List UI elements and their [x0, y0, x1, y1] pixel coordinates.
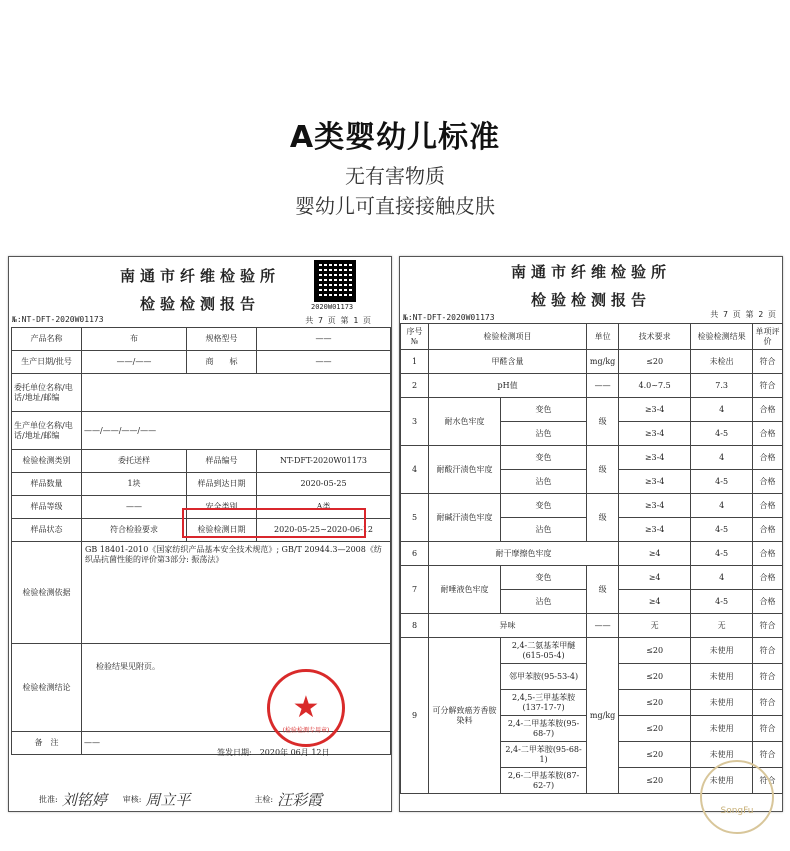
label-cell: 样品数量 [12, 473, 82, 496]
table-row [401, 374, 783, 398]
org-name: 南通市纤维检验所 [510, 263, 671, 281]
no-cell: 3 [401, 398, 429, 446]
qr-code-number: 2020W01173 [311, 303, 354, 311]
table-row [401, 614, 783, 638]
req-cell: ≥3-4 [619, 470, 691, 494]
req-cell: 4.0~7.5 [619, 374, 691, 398]
approver-signature: 刘铭婷 [61, 791, 107, 809]
no-cell: 7 [401, 566, 429, 614]
req-cell: ≥4 [619, 542, 691, 566]
eval-cell: 符合 [753, 638, 783, 664]
header-cell: 技术要求 [619, 324, 691, 350]
label-cell: 检验检测类别 [12, 450, 82, 473]
item-cell: 耐水色牢度 [429, 398, 501, 446]
sub-item-cell: 沾色 [501, 422, 587, 446]
label-cell: 生产日期/批号 [12, 351, 82, 374]
highlight-box [182, 508, 366, 538]
result-cell: 未使用 [691, 768, 753, 794]
eval-cell: 符合 [753, 742, 783, 768]
unit-cell: 级 [587, 398, 619, 446]
sub-item-cell: 沾色 [501, 470, 587, 494]
document-number: №:NT-DFT-2020W01173 [12, 315, 104, 324]
remark-label: 备 注 [12, 732, 82, 755]
org-name: 南通市纤维检验所 [119, 267, 280, 285]
reviewer-signature: 周立平 [145, 791, 191, 809]
label-cell: 产品名称 [12, 328, 82, 351]
table-row [12, 328, 391, 351]
subtitle-line-1: 无有害物质 [345, 164, 445, 188]
header-cell: 检验检测结果 [691, 324, 753, 350]
item-cell: 甲醛含量 [429, 350, 587, 374]
result-cell: 4-5 [691, 422, 753, 446]
req-cell: ≤20 [619, 742, 691, 768]
result-cell: 4-5 [691, 470, 753, 494]
sub-item-cell: 变色 [501, 446, 587, 470]
value-cell: —— [257, 351, 391, 374]
result-cell: 未使用 [691, 742, 753, 768]
table-row [12, 542, 391, 644]
table-row [401, 494, 783, 518]
sub-item-cell: 2,4-二甲苯胺(95-68-1) [501, 742, 587, 768]
unit-cell: 级 [587, 446, 619, 494]
sub-item-cell: 2,4,5-三甲基苯胺(137-17-7) [501, 690, 587, 716]
eval-cell: 合格 [753, 446, 783, 470]
eval-cell: 符合 [753, 768, 783, 794]
req-cell: 无 [619, 614, 691, 638]
qr-code-icon [314, 260, 356, 302]
result-cell: 未使用 [691, 716, 753, 742]
star-icon: ★ [292, 690, 320, 725]
result-cell: 4 [691, 566, 753, 590]
no-cell: 9 [401, 638, 429, 794]
table-row [12, 374, 391, 412]
watermark-logo: SongFu [700, 760, 774, 834]
safety-category-label: 安全类别 [187, 496, 257, 519]
unit-cell: —— [587, 374, 619, 398]
req-cell: ≥3-4 [619, 518, 691, 542]
req-cell: ≤20 [619, 690, 691, 716]
value-cell: —— [257, 328, 391, 351]
report-title: 检验检测报告 [530, 291, 651, 309]
header-cell: 序号 № [401, 324, 429, 350]
result-cell: 4-5 [691, 518, 753, 542]
no-cell: 2 [401, 374, 429, 398]
value-cell: 布 [82, 328, 187, 351]
header-cell: 检验检测项目 [429, 324, 587, 350]
conclusion-label: 检验检测结论 [12, 644, 82, 732]
req-cell: ≤20 [619, 664, 691, 690]
item-cell: pH值 [429, 374, 587, 398]
req-cell: ≤20 [619, 716, 691, 742]
eval-cell: 符合 [753, 716, 783, 742]
value-cell: —— [82, 496, 187, 519]
item-cell: 耐酸汗渍色牢度 [429, 446, 501, 494]
eval-cell: 合格 [753, 494, 783, 518]
unit-cell: mg/kg [587, 350, 619, 374]
eval-cell: 符合 [753, 664, 783, 690]
eval-cell: 符合 [753, 350, 783, 374]
table-header-row [401, 324, 783, 350]
value-cell: 2020-05-25~2020-06-12 [257, 519, 391, 542]
sub-item-cell: 2,4-二氨基苯甲醚(615-05-4) [501, 638, 587, 664]
label-cell: 商 标 [187, 351, 257, 374]
table-row [401, 446, 783, 470]
result-cell: 未检出 [691, 350, 753, 374]
test-results-table [400, 323, 783, 794]
document-number: №:NT-DFT-2020W01173 [403, 313, 495, 322]
label-cell: 生产单位名称/电话/地址/邮编 [12, 412, 82, 450]
label-cell: 样品状态 [12, 519, 82, 542]
result-cell: 4 [691, 494, 753, 518]
table-row [12, 450, 391, 473]
basis-label: 检验检测依据 [12, 542, 82, 644]
sub-item-cell: 变色 [501, 566, 587, 590]
req-cell: ≥3-4 [619, 422, 691, 446]
result-cell: 无 [691, 614, 753, 638]
conclusion-text: 检验结果见附页。 [82, 644, 391, 732]
result-cell: 4-5 [691, 590, 753, 614]
label-cell: 样品等级 [12, 496, 82, 519]
review-label: 审核: [122, 795, 142, 804]
issue-date: 签发日期: 2020年 06月 12日 [217, 748, 330, 757]
no-cell: 4 [401, 446, 429, 494]
label-cell: 规格型号 [187, 328, 257, 351]
signature-row [39, 789, 322, 810]
stamp-text: (检验检测专用章) [282, 727, 330, 734]
page-number: 共 7 页 第 1 页 [305, 316, 371, 325]
table-row [401, 350, 783, 374]
no-cell: 5 [401, 494, 429, 542]
unit-cell: 级 [587, 494, 619, 542]
eval-cell: 合格 [753, 398, 783, 422]
value-cell: NT-DFT-2020W01173 [257, 450, 391, 473]
value-cell: ——/——/——/—— [82, 412, 391, 450]
sub-item-cell: 变色 [501, 494, 587, 518]
table-row [401, 638, 783, 664]
eval-cell: 合格 [753, 542, 783, 566]
table-row [401, 566, 783, 590]
page-title: A类婴幼儿标准 [289, 120, 501, 155]
table-row [12, 351, 391, 374]
item-cell: 可分解致癌芳香胺染料 [429, 638, 501, 794]
inspector-signature: 汪彩霞 [277, 791, 323, 809]
item-cell: 异味 [429, 614, 587, 638]
label-cell: 委托单位名称/电话/地址/邮编 [12, 374, 82, 412]
unit-cell: —— [587, 614, 619, 638]
sub-item-cell: 沾色 [501, 518, 587, 542]
approve-label: 批准: [39, 795, 58, 804]
label-cell: 样品到达日期 [187, 473, 257, 496]
req-cell: ≥3-4 [619, 494, 691, 518]
page-number: 共 7 页 第 2 页 [710, 310, 776, 319]
req-cell: ≥3-4 [619, 446, 691, 470]
header-cell: 单位 [587, 324, 619, 350]
subtitle-line-2: 婴幼儿可直接接触皮肤 [295, 194, 495, 218]
report-title: 检验检测报告 [139, 295, 260, 313]
sub-item-cell: 邻甲苯胺(95-53-4) [501, 664, 587, 690]
value-cell: 符合检验要求 [82, 519, 187, 542]
sub-item-cell: 2,4-二甲基苯胺(95-68-7) [501, 716, 587, 742]
value-cell: 委托送样 [82, 450, 187, 473]
sub-item-cell: 变色 [501, 398, 587, 422]
req-cell: ≤20 [619, 350, 691, 374]
value-cell: ——/—— [82, 351, 187, 374]
value-cell: 1块 [82, 473, 187, 496]
remark-value: —— [82, 732, 391, 755]
eval-cell: 合格 [753, 566, 783, 590]
eval-cell: 合格 [753, 422, 783, 446]
item-cell: 耐干摩擦色牢度 [429, 542, 619, 566]
eval-cell: 合格 [753, 470, 783, 494]
result-cell: 4 [691, 398, 753, 422]
basis-text: GB 18401-2010《国家纺织产品基本安全技术规范》; GB/T 20944.3—2008《纺织品抗菌性能的评价第3部分: 振荡法》 [82, 542, 391, 644]
result-cell: 7.3 [691, 374, 753, 398]
value-cell [82, 374, 391, 412]
eval-cell: 符合 [753, 614, 783, 638]
req-cell: ≥4 [619, 566, 691, 590]
header-cell: 单项评价 [753, 324, 783, 350]
inspector-label: 主检: [254, 795, 274, 804]
no-cell: 1 [401, 350, 429, 374]
report-page-2 [399, 256, 783, 812]
eval-cell: 符合 [753, 374, 783, 398]
table-row [401, 542, 783, 566]
report-page-1 [8, 256, 392, 812]
eval-cell: 合格 [753, 590, 783, 614]
table-row [401, 398, 783, 422]
result-cell: 未使用 [691, 690, 753, 716]
label-cell: 检验检测日期 [187, 519, 257, 542]
unit-cell: mg/kg [587, 638, 619, 794]
result-cell: 4-5 [691, 542, 753, 566]
eval-cell: 合格 [753, 518, 783, 542]
table-row [12, 412, 391, 450]
req-cell: ≥3-4 [619, 398, 691, 422]
item-cell: 耐碱汗渍色牢度 [429, 494, 501, 542]
eval-cell: 符合 [753, 690, 783, 716]
sub-item-cell: 2,6-二甲基苯胺(87-62-7) [501, 768, 587, 794]
req-cell: ≥4 [619, 590, 691, 614]
sub-item-cell: 沾色 [501, 590, 587, 614]
unit-cell: 级 [587, 566, 619, 614]
official-stamp [267, 669, 345, 747]
result-cell: 未使用 [691, 664, 753, 690]
req-cell: ≤20 [619, 638, 691, 664]
label-cell: 样品编号 [187, 450, 257, 473]
table-row [12, 473, 391, 496]
result-cell: 4 [691, 446, 753, 470]
result-cell: 未使用 [691, 638, 753, 664]
safety-category-value: A类 [257, 496, 391, 519]
no-cell: 6 [401, 542, 429, 566]
item-cell: 耐唾液色牢度 [429, 566, 501, 614]
req-cell: ≤20 [619, 768, 691, 794]
value-cell: 2020-05-25 [257, 473, 391, 496]
no-cell: 8 [401, 614, 429, 638]
